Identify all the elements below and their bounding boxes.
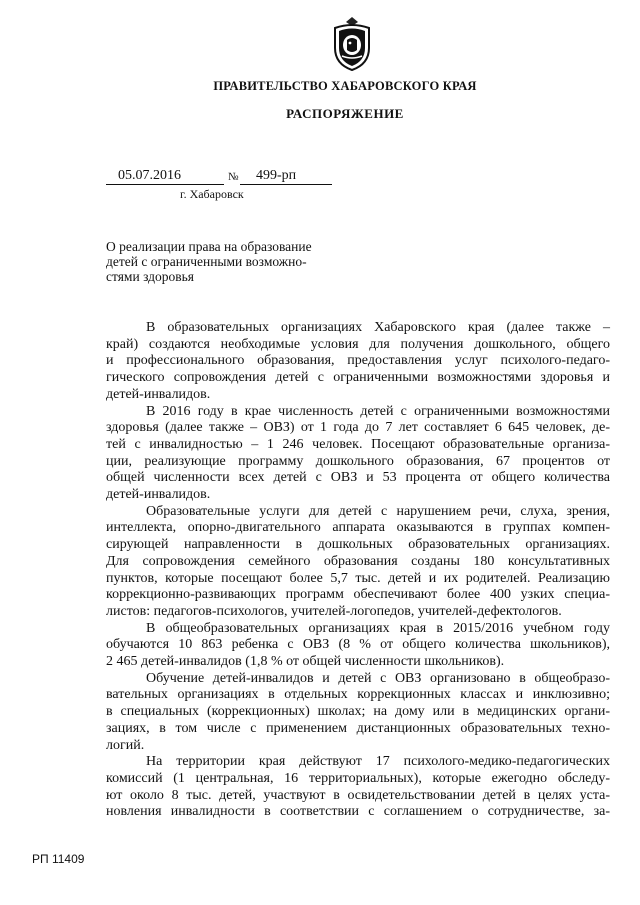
body-line: и профессионального образования, предоставления услуг психолого-педаго- — [106, 353, 610, 369]
body-line: в специальных (коррекционных) школах; на дому или в медицинских органи- — [106, 704, 610, 720]
body-line: общей численности всех детей с ОВЗ и 53 процента от общего количества — [106, 470, 610, 486]
body-line: интеллекта, опорно-двигательного аппарата оказываются в группах компен- — [106, 520, 610, 536]
body-line: ции, реализующие программу дошкольного образования, 67 процентов от — [106, 453, 610, 469]
subject-line: стями здоровья — [106, 269, 195, 284]
body-line: пунктов, которые посещают более 5,7 тыс. детей и их родителей. Реализацию — [106, 570, 610, 586]
body-line: ют около 8 тыс. детей, участвуют в освидетельствовании детей в целях уста- — [106, 787, 610, 803]
body-line: обучаются 10 863 ребенка с ОВЗ (8 % от общего количества школьников), — [106, 637, 610, 653]
coat-of-arms-icon — [327, 14, 377, 72]
body-line: комиссий (1 центральная, 16 территориальных), которые ежегодно обследу- — [106, 770, 610, 786]
body-line: вательных организациях в отдельных коррекционных классах и инклюзивно; — [106, 687, 610, 703]
body-line: В образовательных организациях Хабаровского края (далее также – — [146, 320, 610, 335]
body-line: детей-инвалидов. — [106, 386, 211, 402]
document-city: г. Хабаровск — [180, 187, 244, 201]
body-line: 2 465 детей-инвалидов (1,8 % от общей численности школьников). — [106, 654, 505, 670]
body-line: На территории края действуют 17 психолого-медико-педагогических — [146, 754, 610, 770]
body-line: В общеобразовательных организациях края в 2015/2016 учебном году — [146, 620, 610, 636]
number-sign: № — [228, 171, 239, 183]
subject-line: О реализации права на образование — [106, 239, 312, 254]
body-line: Обучение детей-инвалидов и детей с ОВЗ организовано в общеобразо- — [146, 670, 610, 686]
body-line: гического сопровождения детей с ограниченными возможностями здоровья и — [106, 370, 610, 386]
body-line: здоровья (далее также – ОВЗ) от 1 года до 7 лет составляет 6 645 человек, де- — [106, 420, 610, 436]
footer-code: РП 11409 — [32, 852, 85, 866]
body-line: край) создаются необходимые условия для получения дошкольного, общего — [106, 336, 610, 352]
body-line: логий. — [106, 737, 145, 753]
body-line: коррекционно-развивающих программ обеспечивают более 400 узких специа- — [106, 587, 610, 603]
body-line: сирующей направленности в дошкольных образовательных организациях. — [106, 537, 610, 553]
document-number: 499-рп — [240, 168, 332, 185]
document-type: РАСПОРЯЖЕНИЕ — [286, 106, 404, 121]
body-line: детей-инвалидов. — [106, 487, 211, 503]
body-line: листов: педагогов-психологов, учителей-логопедов, учителей-дефектологов. — [106, 603, 562, 619]
body-line: Образовательные услуги для детей с нарушением речи, слуха, зрения, — [146, 503, 610, 519]
document-date: 05.07.2016 — [106, 168, 224, 185]
body-line: новления инвалидности в соответствии с соглашением о сотрудничестве, за- — [106, 804, 610, 820]
body-line: зациях, в том числе с применением дистанционных образовательных техно- — [106, 720, 610, 736]
subject-line: детей с ограниченными возможно- — [106, 254, 307, 269]
body-line: Для сопровождения семейного образования созданы 180 консультативных — [106, 553, 610, 569]
document-subject — [106, 239, 346, 284]
government-title: ПРАВИТЕЛЬСТВО ХАБАРОВСКОГО КРАЯ — [213, 79, 477, 93]
body-line: В 2016 году в крае численность детей с ограниченными возможностями — [146, 403, 610, 419]
body-line: тей с инвалидностью – 1 246 человек. Посещают образовательные организа- — [106, 436, 610, 452]
document-body — [106, 320, 610, 821]
